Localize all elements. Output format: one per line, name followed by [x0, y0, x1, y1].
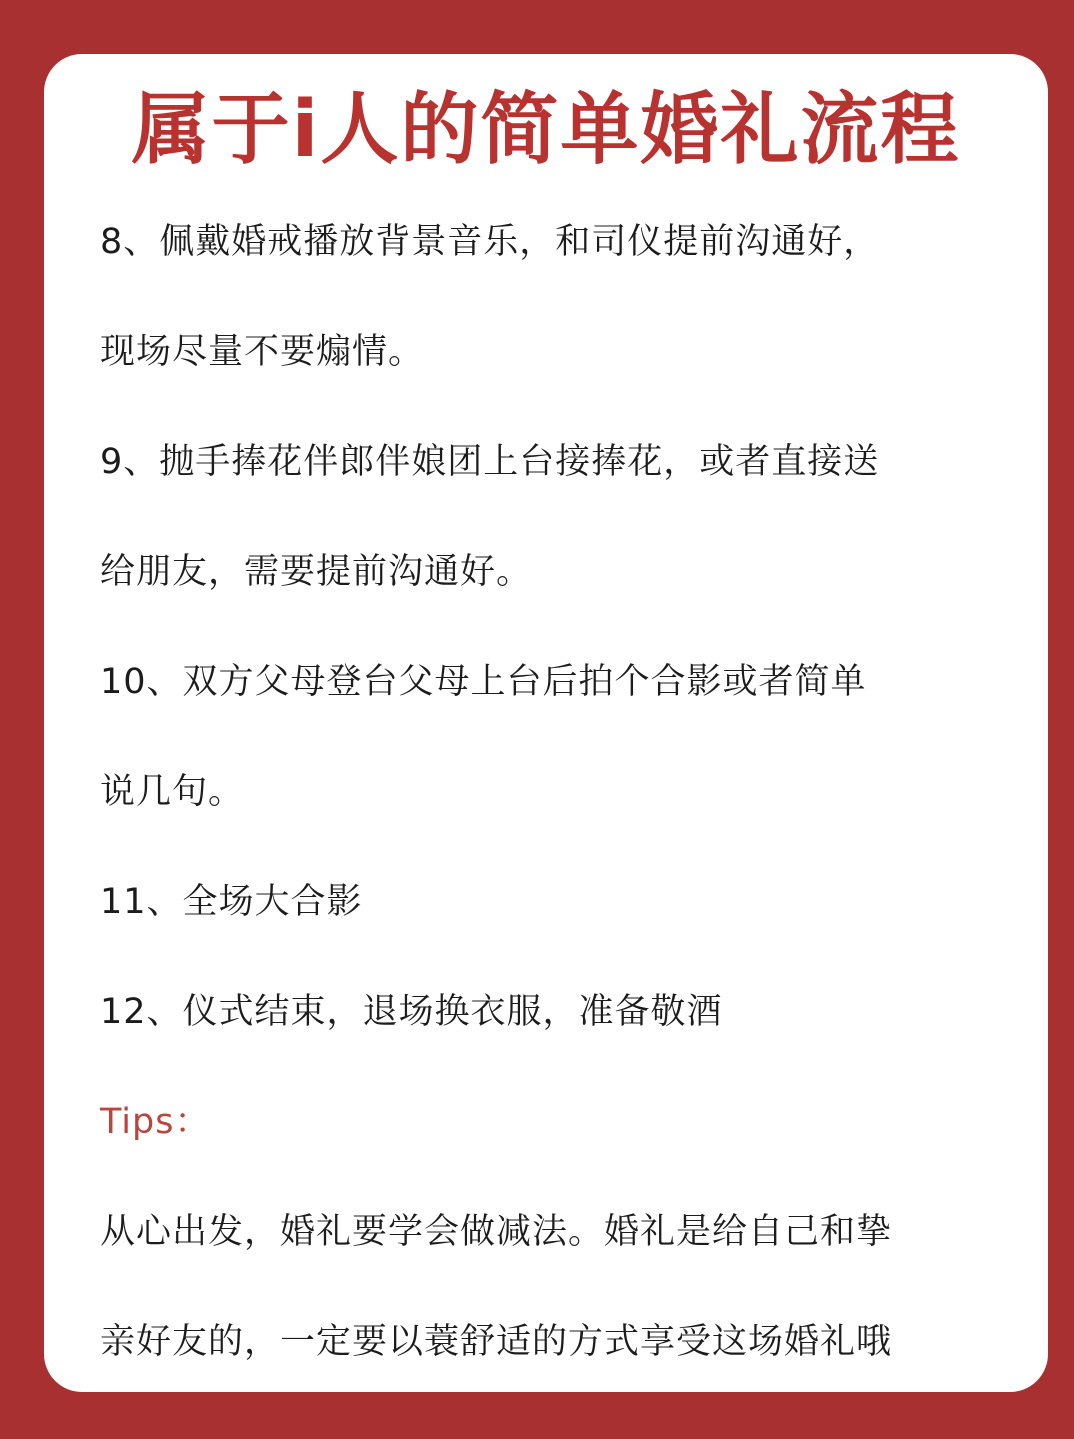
step-10-line-2: 说几句。 [100, 772, 245, 812]
step-12-line-1: 12、仪式结束，退场换衣服，准备敬酒 [100, 992, 723, 1032]
page-title: 属于i人的简单婚礼流程 [131, 85, 961, 175]
tips-line-2: 亲好友的，一定要以蓑舒适的方式享受这场婚礼哦 [100, 1322, 893, 1362]
tips-line-1: 从心出发，婚礼要学会做减法。婚礼是给自己和挚 [100, 1212, 893, 1252]
step-10-line-1: 10、双方父母登台父母上台后拍个合影或者简单 [100, 662, 867, 702]
content-card [44, 54, 1048, 1392]
tips-label: Tips： [100, 1102, 211, 1142]
step-9-line-1: 9、抛手捧花伴郎伴娘团上台接捧花，或者直接送 [100, 442, 880, 482]
step-8-line-1: 8、佩戴婚戒播放背景音乐，和司仪提前沟通好， [100, 222, 880, 262]
step-8-line-2: 现场尽量不要煽情。 [100, 332, 425, 372]
step-9-line-2: 给朋友，需要提前沟通好。 [100, 552, 533, 592]
step-11-line-1: 11、全场大合影 [100, 882, 363, 922]
